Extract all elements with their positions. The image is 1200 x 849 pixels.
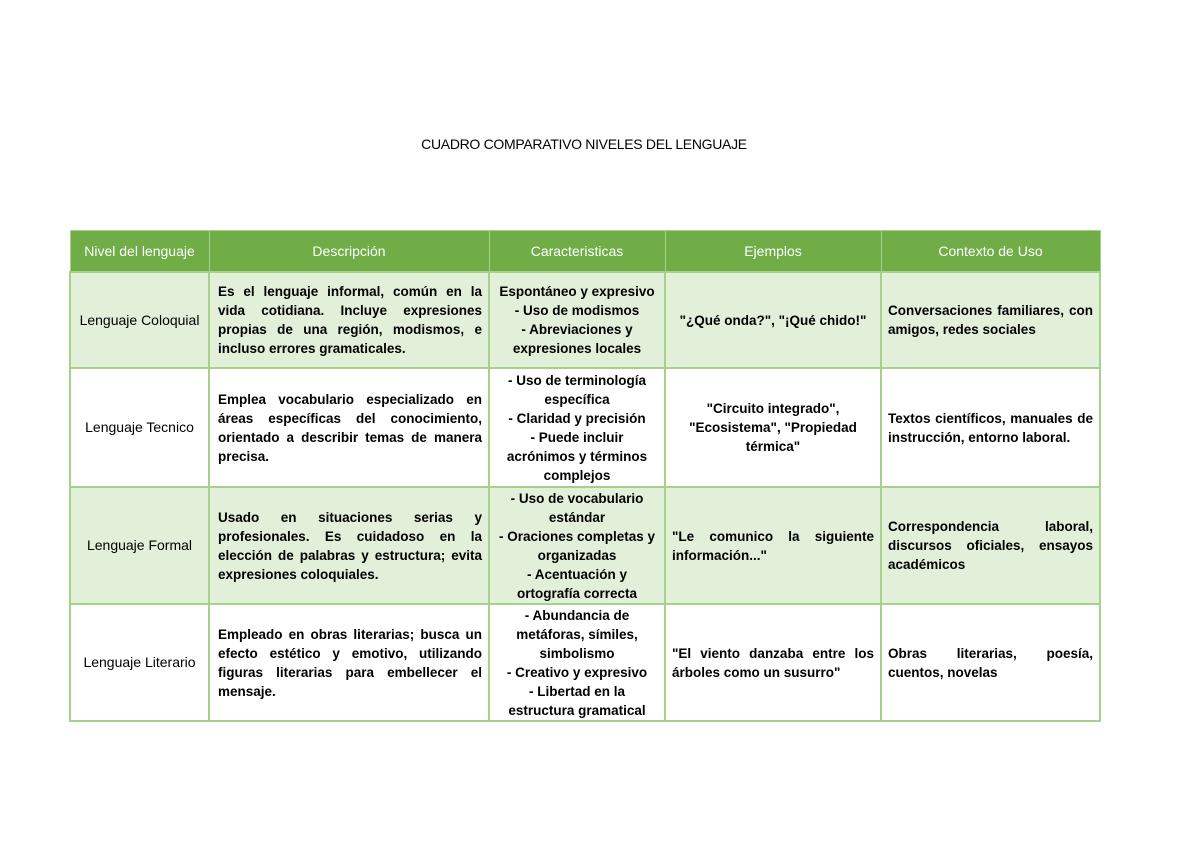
context-cell: Correspondencia laboral, discursos oficiales, ensayos académicos	[881, 487, 1100, 604]
description-cell: Usado en situaciones serias y profesionales. Es cuidadoso en la elección de palabras y estructura; evita expresiones coloquiales.	[209, 487, 489, 604]
characteristics-cell	[489, 368, 665, 487]
example-cell: "Circuito integrado", "Ecosistema", "Propiedad térmica"	[665, 368, 881, 487]
level-cell: Lenguaje Formal	[70, 487, 209, 604]
comparison-table	[69, 230, 1101, 722]
description-cell: Empleado en obras literarias; busca un efecto estético y emotivo, utilizando figuras literarias para embellecer el mensaje.	[209, 604, 489, 721]
characteristic-item: - Oraciones completas y organizadas	[498, 528, 656, 563]
header-nivel: Nivel del lenguaje	[70, 231, 209, 273]
level-cell: Lenguaje Tecnico	[70, 368, 209, 487]
table-row	[70, 487, 1100, 604]
characteristic-item: - Uso de terminología específica	[507, 372, 646, 407]
characteristic-item: - Uso de vocabulario estándar	[510, 490, 644, 525]
example-cell: "El viento danzaba entre los árboles como un susurro"	[665, 604, 881, 721]
characteristic-item: - Uso de modismos	[514, 303, 640, 318]
characteristic-item: - Puede incluir acrónimos y términos complejos	[506, 429, 648, 483]
level-cell: Lenguaje Literario	[70, 604, 209, 721]
characteristic-item: - Libertad en la estructura gramatical	[508, 683, 646, 718]
example-cell: "Le comunico la siguiente información..."	[665, 487, 881, 604]
level-cell: Lenguaje Coloquial	[70, 272, 209, 368]
comparison-table-container	[69, 230, 1099, 722]
table-row	[70, 368, 1100, 487]
characteristics-cell	[489, 604, 665, 721]
context-cell: Textos científicos, manuales de instrucción, entorno laboral.	[881, 368, 1100, 487]
context-cell: Obras literarias, poesía, cuentos, novelas	[881, 604, 1100, 721]
document-title: CUADRO COMPARATIVO NIVELES DEL LENGUAJE	[421, 136, 747, 152]
context-cell: Conversaciones familiares, con amigos, redes sociales	[881, 272, 1100, 368]
example-cell: "¿Qué onda?", "¡Qué chido!"	[665, 272, 881, 368]
table-header-row	[70, 231, 1100, 273]
characteristic-item: Espontáneo y expresivo	[499, 284, 655, 299]
table-row	[70, 272, 1100, 368]
characteristic-item: - Claridad y precisión	[508, 410, 646, 426]
characteristics-cell	[489, 272, 665, 368]
characteristic-item: - Abreviaciones y expresiones locales	[512, 322, 642, 356]
header-descripcion: Descripción	[209, 231, 489, 273]
characteristics-cell	[489, 487, 665, 604]
characteristic-item: - Abundancia de metáforas, símiles, simbolismo	[516, 607, 638, 661]
header-caracteristicas: Caracteristicas	[489, 231, 665, 273]
characteristic-item: - Creativo y expresivo	[506, 664, 648, 680]
description-cell: Emplea vocabulario especializado en áreas específicas del conocimiento, orientado a describir temas de manera precisa.	[209, 368, 489, 487]
description-cell: Es el lenguaje informal, común en la vida cotidiana. Incluye expresiones propias de una región, modismos, e incluso errores gramaticales.	[209, 272, 489, 368]
header-contexto: Contexto de Uso	[881, 231, 1100, 273]
table-row	[70, 604, 1100, 721]
characteristic-item: - Acentuación y ortografía correcta	[516, 566, 638, 601]
header-ejemplos: Ejemplos	[665, 231, 881, 273]
